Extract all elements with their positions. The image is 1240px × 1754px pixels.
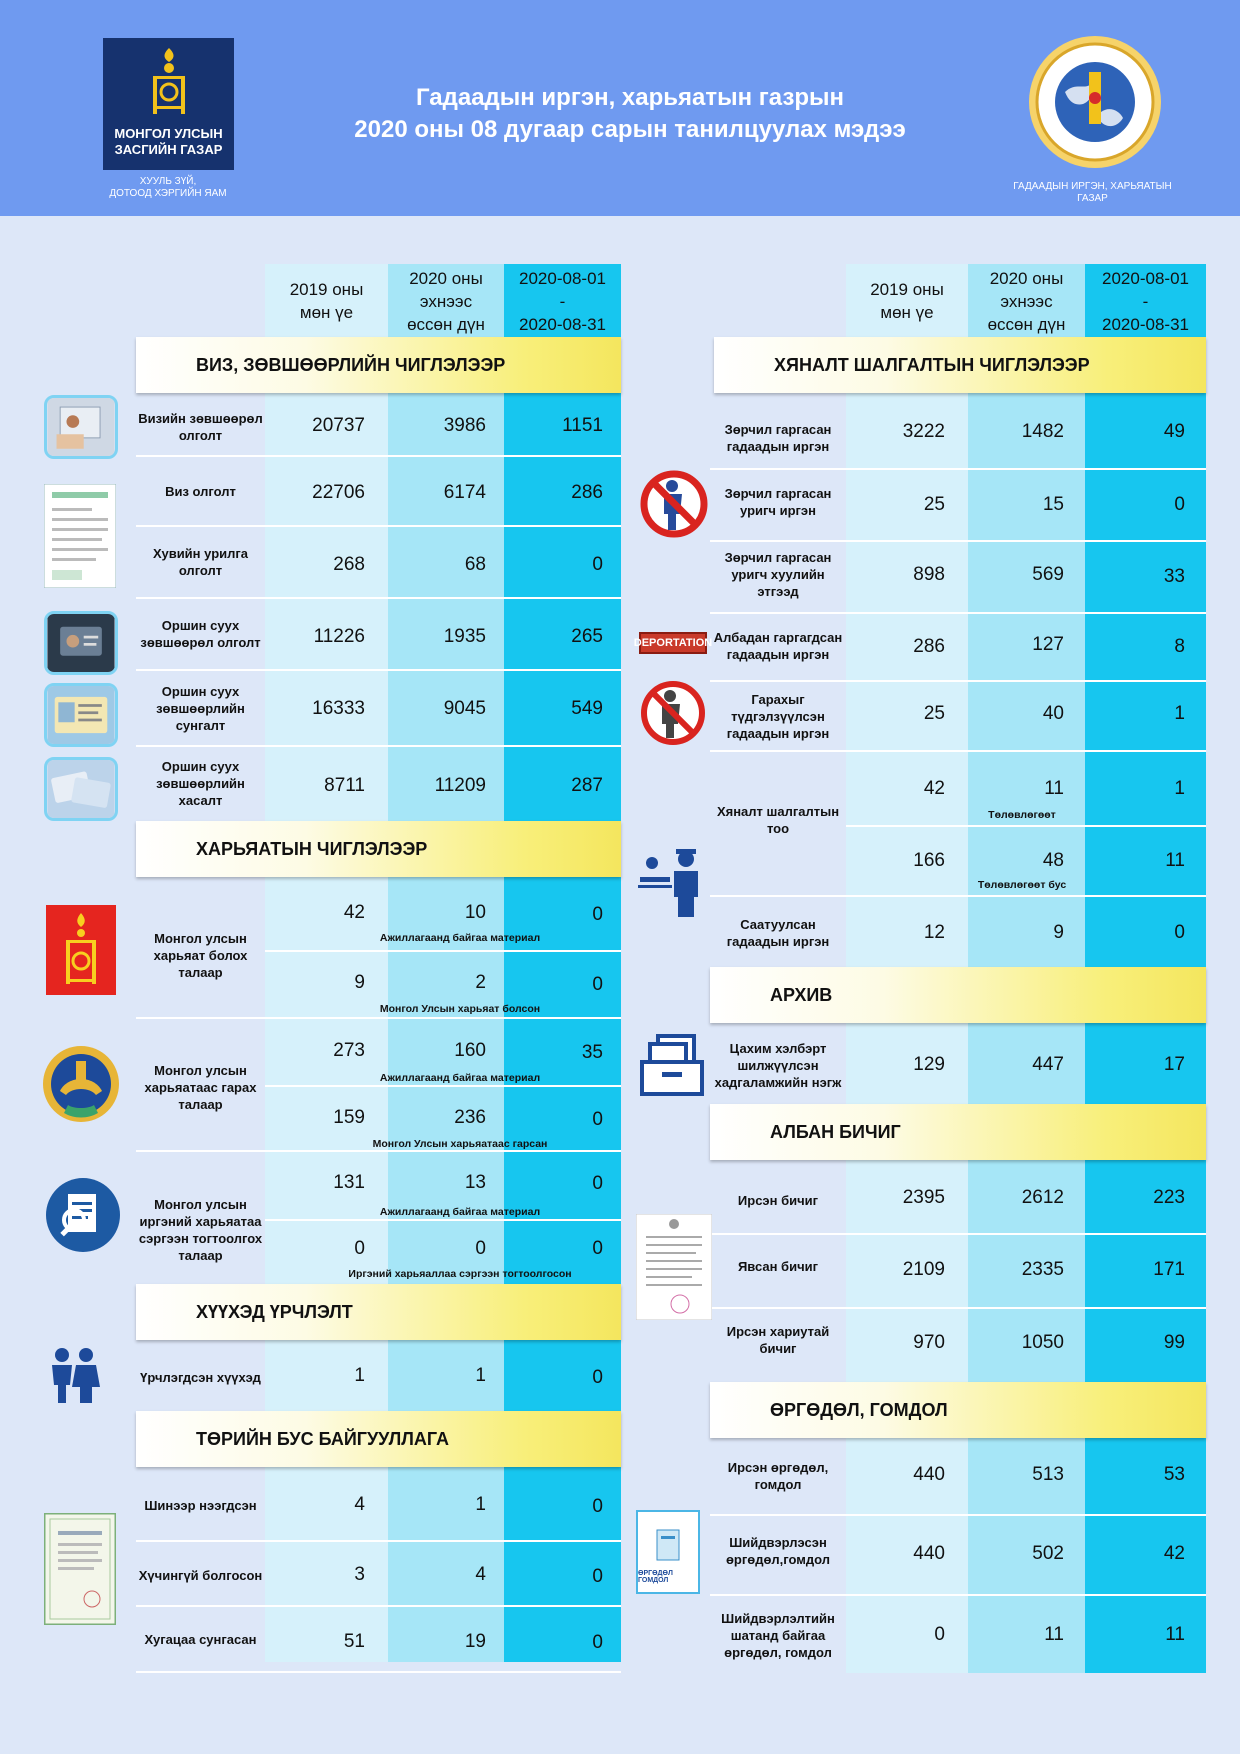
- cell-value: 0: [354, 1238, 365, 1259]
- cell-value: 265: [571, 626, 603, 647]
- page-title: [250, 82, 1010, 146]
- row-label: Үрчлэгдсэн хүүхэд: [140, 1369, 261, 1385]
- cell-value: 268: [333, 554, 365, 575]
- ministry-name: [78, 176, 258, 200]
- agency-name: [1000, 181, 1185, 205]
- cell-value: 129: [913, 1054, 945, 1075]
- section-visa-title: ВИЗ, ЗӨВШӨӨРЛИЙН ЧИГЛЭЛЭЭР: [136, 337, 621, 393]
- row-note: Ажиллагаанд байгаа материал: [379, 1072, 541, 1084]
- section-ngo-title: ТӨРИЙН БУС БАЙГУУЛЛАГА: [136, 1411, 621, 1467]
- cell-value: 42: [1163, 1543, 1185, 1564]
- cell-value: 0: [592, 1566, 603, 1587]
- left-col-header-month: [504, 266, 621, 336]
- residence-extension-photo-icon: [44, 683, 118, 747]
- immigration-agency-logo-icon: [1025, 32, 1165, 172]
- ministry-name-line1: ХУУЛЬ ЗҮЙ,: [139, 176, 197, 187]
- cell-value: 898: [913, 564, 945, 585]
- row-note: Монгол Улсын харьяат болсон: [379, 1003, 541, 1015]
- cell-value: 8711: [324, 775, 365, 796]
- cell-value: 273: [333, 1040, 365, 1061]
- row-label: Ирсэн өргөдөл, гомдол: [727, 1460, 829, 1492]
- agency-name-line2: ГАЗАР: [1077, 193, 1108, 204]
- col-header-text: 2020 оны: [409, 268, 483, 288]
- col-header-text: 2019 оны: [870, 280, 944, 299]
- row-divider: [710, 468, 1206, 470]
- cell-value: 166: [913, 850, 945, 871]
- mailbox-icon: [653, 1526, 683, 1566]
- cell-value: 9: [1053, 922, 1064, 943]
- row-divider: [136, 1540, 621, 1542]
- cell-value: 2395: [902, 1187, 945, 1208]
- row-divider: [136, 1017, 621, 1019]
- row-label: Ирсэн бичиг: [737, 1192, 819, 1208]
- row-divider: [136, 669, 621, 671]
- agency-name-line1: ГАДААДЫН ИРГЭН, ХАРЬЯАТЫН: [1013, 181, 1172, 192]
- row-label: Шинээр нээгдсэн: [144, 1497, 257, 1513]
- residence-card-photo-icon: [44, 611, 118, 675]
- row-label: Оршин суух зөвшөөрлийн хасалт: [156, 758, 245, 808]
- cell-value: 3: [354, 1564, 365, 1585]
- row-divider: [136, 455, 621, 457]
- cell-value: 1: [475, 1494, 486, 1515]
- cell-value: 569: [1032, 564, 1064, 585]
- cell-value: 25: [923, 494, 945, 515]
- section-citizenship-title: ХАРЬЯАТЫН ЧИГЛЭЛЭЭР: [136, 821, 621, 877]
- cell-value: 1935: [443, 626, 486, 647]
- cell-value: 0: [592, 1109, 603, 1130]
- col-header-text: эхнээс: [419, 291, 473, 311]
- cell-value: 11226: [313, 626, 365, 647]
- prohibited-person-icon: [638, 470, 710, 538]
- cell-value: 42: [923, 778, 945, 799]
- cell-value: 33: [1163, 566, 1185, 587]
- cell-value: 1: [475, 1365, 486, 1386]
- cell-value: 1482: [1021, 421, 1064, 442]
- row-label: Цахим хэлбэрт шилжүүлсэн хадгаламжийн нэгж: [714, 1040, 842, 1090]
- row-label: Шийдвэрлэсэн өргөдөл,гомдол: [725, 1535, 831, 1567]
- official-letter-icon: [636, 1214, 712, 1320]
- cell-value: 2612: [1021, 1187, 1064, 1208]
- cell-value: 68: [464, 554, 486, 575]
- row-label: Монгол улсын харьяатаас гарах талаар: [144, 1063, 257, 1112]
- row-divider: [710, 612, 1206, 614]
- col-header-text: 2019 оны: [289, 280, 364, 299]
- cell-value: 223: [1153, 1187, 1185, 1208]
- col-header-text: мөн үе: [299, 303, 354, 322]
- cell-value: 0: [592, 1496, 603, 1517]
- cell-value: 0: [592, 974, 603, 995]
- cell-value: 11209: [434, 775, 486, 796]
- left-col-header-2019: [265, 266, 388, 336]
- cell-value: 0: [1174, 922, 1185, 943]
- row-label: Хяналт шалгалтын тоо: [716, 804, 840, 836]
- row-label: Хувийн урилга олголт: [152, 546, 249, 578]
- cell-value: 4: [475, 1564, 486, 1585]
- row-divider: [710, 680, 1206, 682]
- inspector-icon: [636, 845, 710, 917]
- cell-value: 2109: [902, 1259, 945, 1280]
- row-label: Оршин суух зөвшөөрөл олголт: [140, 618, 261, 650]
- cell-value: 1: [354, 1365, 365, 1386]
- row-label: Хүчингүй болгосон: [138, 1567, 263, 1583]
- cell-value: 17: [1163, 1054, 1185, 1075]
- row-divider: [265, 1219, 621, 1221]
- cell-value: 286: [571, 482, 603, 503]
- row-divider: [710, 895, 1206, 897]
- row-divider: [136, 745, 621, 747]
- cell-value: 9: [354, 972, 365, 993]
- archive-box-icon: [640, 1034, 704, 1096]
- cell-value: 16333: [312, 698, 365, 719]
- cell-value: 42: [343, 902, 365, 923]
- cell-value: 159: [333, 1107, 365, 1128]
- col-header-text: 2020-08-01: [519, 268, 606, 288]
- cell-value: 6174: [443, 482, 486, 503]
- col-header-text: 2020-08-01: [1102, 268, 1189, 288]
- cell-value: 513: [1032, 1464, 1064, 1485]
- cell-value: 25: [923, 703, 945, 724]
- left-col-header-2020: [388, 266, 504, 336]
- cell-value: 1: [1174, 778, 1185, 799]
- row-divider: [265, 1085, 621, 1087]
- row-note: Иргэний харьяаллаа сэргээн тогтоолгосон: [348, 1268, 572, 1280]
- row-label: Хугацаа сунгасан: [144, 1631, 257, 1647]
- cell-value: 286: [913, 636, 945, 657]
- cell-value: 0: [592, 1238, 603, 1259]
- row-note: Төлөвлөгөөт бус: [977, 879, 1067, 891]
- row-label: Монгол улсын иргэний харьяатаа сэргээн тогтоолгох талаар: [138, 1197, 263, 1263]
- cell-value: 35: [581, 1042, 603, 1063]
- cell-value: 11: [1044, 778, 1064, 799]
- row-label: Виз олголт: [165, 483, 236, 499]
- cell-value: 131: [333, 1172, 365, 1193]
- row-label: Визийн зөвшөөрөл олголт: [138, 411, 263, 443]
- col-header-text: мөн үе: [880, 303, 934, 322]
- cell-value: 2: [475, 972, 486, 993]
- section-archive-title: АРХИВ: [710, 967, 1206, 1023]
- cell-value: 0: [592, 1367, 603, 1388]
- row-label: Монгол улсын харьяат болох талаар: [153, 930, 248, 980]
- ngo-certificate-icon: [44, 1513, 116, 1625]
- col-header-text: 2020-08-31: [1102, 314, 1189, 334]
- cell-value: 171: [1153, 1259, 1185, 1280]
- row-label: Зөрчил гаргасан гадаадын иргэн: [724, 422, 832, 454]
- col-header-text: -: [1142, 291, 1149, 311]
- cell-value: 3986: [443, 415, 486, 436]
- row-divider: [265, 950, 621, 952]
- row-note: Төлөвлөгөөт: [988, 809, 1056, 821]
- row-divider: [710, 1307, 1206, 1309]
- cell-value: 48: [1042, 850, 1064, 871]
- row-divider: [710, 1594, 1206, 1596]
- cell-value: 440: [913, 1543, 945, 1564]
- cell-value: 0: [592, 1632, 603, 1653]
- row-divider: [710, 1514, 1206, 1516]
- cell-value: 160: [454, 1040, 486, 1061]
- row-label: Ирсэн хариутай бичиг: [726, 1324, 830, 1356]
- cell-value: 51: [343, 1631, 365, 1652]
- row-note: Ажиллагаанд байгаа материал: [379, 932, 541, 944]
- row-label: Шийдвэрлэлтийн шатанд байгаа өргөдөл, гомдол: [721, 1610, 835, 1660]
- cell-value: 11: [1044, 1624, 1064, 1645]
- visa-permit-photo-icon: [44, 395, 118, 459]
- cell-value: 22706: [312, 482, 365, 503]
- row-divider: [710, 540, 1206, 542]
- children-icon: [44, 1345, 104, 1405]
- cell-value: 440: [913, 1464, 945, 1485]
- travel-ban-icon: [640, 680, 706, 746]
- cell-value: 447: [1032, 1054, 1064, 1075]
- mongolian-flag-icon: [46, 905, 116, 995]
- cell-value: 11: [1165, 1624, 1185, 1645]
- visa-document-icon: [44, 484, 116, 588]
- col-header-text: эхнээс: [1000, 291, 1053, 311]
- government-logo: [103, 38, 234, 170]
- complaint-box-icon: [636, 1510, 700, 1594]
- cell-value: 19: [464, 1631, 486, 1652]
- col-header-text: 2020-08-31: [519, 314, 606, 334]
- row-label: Гарахыг түдгэлзүүлсэн гадаадын иргэн: [726, 691, 830, 741]
- row-label: Зөрчил гаргасан уригч иргэн: [724, 486, 832, 518]
- page-title-line1: Гадаадын иргэн, харьяатын газрын: [415, 84, 845, 111]
- deportation-stamp-icon: DEPORTATION: [639, 632, 707, 654]
- cell-value: 0: [592, 554, 603, 575]
- col-header-text: өссөн дүн: [987, 314, 1066, 334]
- cell-value: 1151: [562, 415, 603, 436]
- row-divider: [846, 825, 1206, 827]
- complaint-box-label: ӨРГӨДӨЛ ГОМДОЛ: [638, 1570, 673, 1584]
- government-logo-line2: ЗАСГИЙН ГАЗАР: [114, 142, 223, 157]
- cell-value: 8: [1174, 636, 1185, 657]
- ministry-name-line2: ДОТООД ХЭРГИЙН ЯАМ: [109, 188, 227, 199]
- right-col-header-2020: [968, 266, 1085, 336]
- section-control-title: ХЯНАЛТ ШАЛГАЛТЫН ЧИГЛЭЛЭЭР: [714, 337, 1206, 393]
- cell-value: 15: [1042, 494, 1064, 515]
- cell-value: 12: [923, 922, 945, 943]
- cell-value: 4: [354, 1494, 365, 1515]
- residence-revocation-photo-icon: [44, 757, 118, 821]
- cell-value: 1050: [1021, 1332, 1064, 1353]
- government-logo-line1: МОНГОЛ УЛСЫН: [114, 126, 223, 141]
- cell-value: 287: [571, 775, 603, 796]
- cell-value: 549: [571, 698, 603, 719]
- cell-value: 13: [464, 1172, 486, 1193]
- cell-value: 0: [475, 1238, 486, 1259]
- cell-value: 3222: [902, 421, 945, 442]
- cell-value: 970: [913, 1332, 945, 1353]
- cell-value: 502: [1032, 1543, 1064, 1564]
- row-divider: [136, 1671, 621, 1673]
- row-divider: [136, 597, 621, 599]
- page-header: [0, 0, 1240, 216]
- right-col-header-2019: [846, 266, 968, 336]
- cell-value: 0: [592, 1173, 603, 1194]
- cell-value: 10: [464, 902, 486, 923]
- cell-value: 127: [1032, 634, 1064, 655]
- cell-value: 40: [1042, 703, 1064, 724]
- cell-value: 0: [1174, 494, 1185, 515]
- row-divider: [136, 1605, 621, 1607]
- row-label: Зөрчил гаргасан уригч хуулийн этгээд: [724, 549, 832, 599]
- document-search-icon: [44, 1176, 122, 1254]
- section-complaints-title: ӨРГӨДӨЛ, ГОМДОЛ: [710, 1382, 1206, 1438]
- col-header-text: 2020 оны: [989, 268, 1064, 288]
- cell-value: 0: [934, 1624, 945, 1645]
- state-emblem-icon: [40, 1043, 122, 1125]
- col-header-text: өссөн дүн: [407, 314, 485, 334]
- row-divider: [136, 525, 621, 527]
- cell-value: 53: [1163, 1464, 1185, 1485]
- row-divider: [710, 1233, 1206, 1235]
- cell-value: 11: [1165, 850, 1185, 871]
- cell-value: 1: [1174, 703, 1185, 724]
- right-col-header-month: [1085, 266, 1206, 336]
- cell-value: 0: [592, 904, 603, 925]
- cell-value: 20737: [312, 415, 365, 436]
- cell-value: 99: [1163, 1332, 1185, 1353]
- row-note: Монгол Улсын харьяатаас гарсан: [372, 1138, 548, 1150]
- page-title-line2: 2020 оны 08 дугаар сарын танилцуулах мэдээ: [354, 116, 906, 143]
- col-header-text: -: [559, 291, 566, 311]
- cell-value: 9045: [443, 698, 486, 719]
- section-adoption-title: ХҮҮХЭД ҮРЧЛЭЛТ: [136, 1284, 621, 1340]
- cell-value: 49: [1163, 421, 1185, 442]
- row-label: Саатуулсан гадаадын иргэн: [726, 917, 830, 949]
- row-note: Ажиллагаанд байгаа материал: [379, 1206, 541, 1218]
- soyombo-icon: [149, 46, 189, 116]
- row-divider: [136, 1150, 621, 1152]
- row-divider: [710, 750, 1206, 752]
- row-label: Оршин суух зөвшөөрлийн сунгалт: [156, 683, 245, 733]
- row-label: Албадан гаргагдсан гадаадын иргэн: [713, 630, 843, 662]
- cell-value: 236: [454, 1107, 486, 1128]
- section-letters-title: АЛБАН БИЧИГ: [710, 1104, 1206, 1160]
- row-label: Явсан бичиг: [737, 1258, 819, 1274]
- cell-value: 2335: [1021, 1259, 1064, 1280]
